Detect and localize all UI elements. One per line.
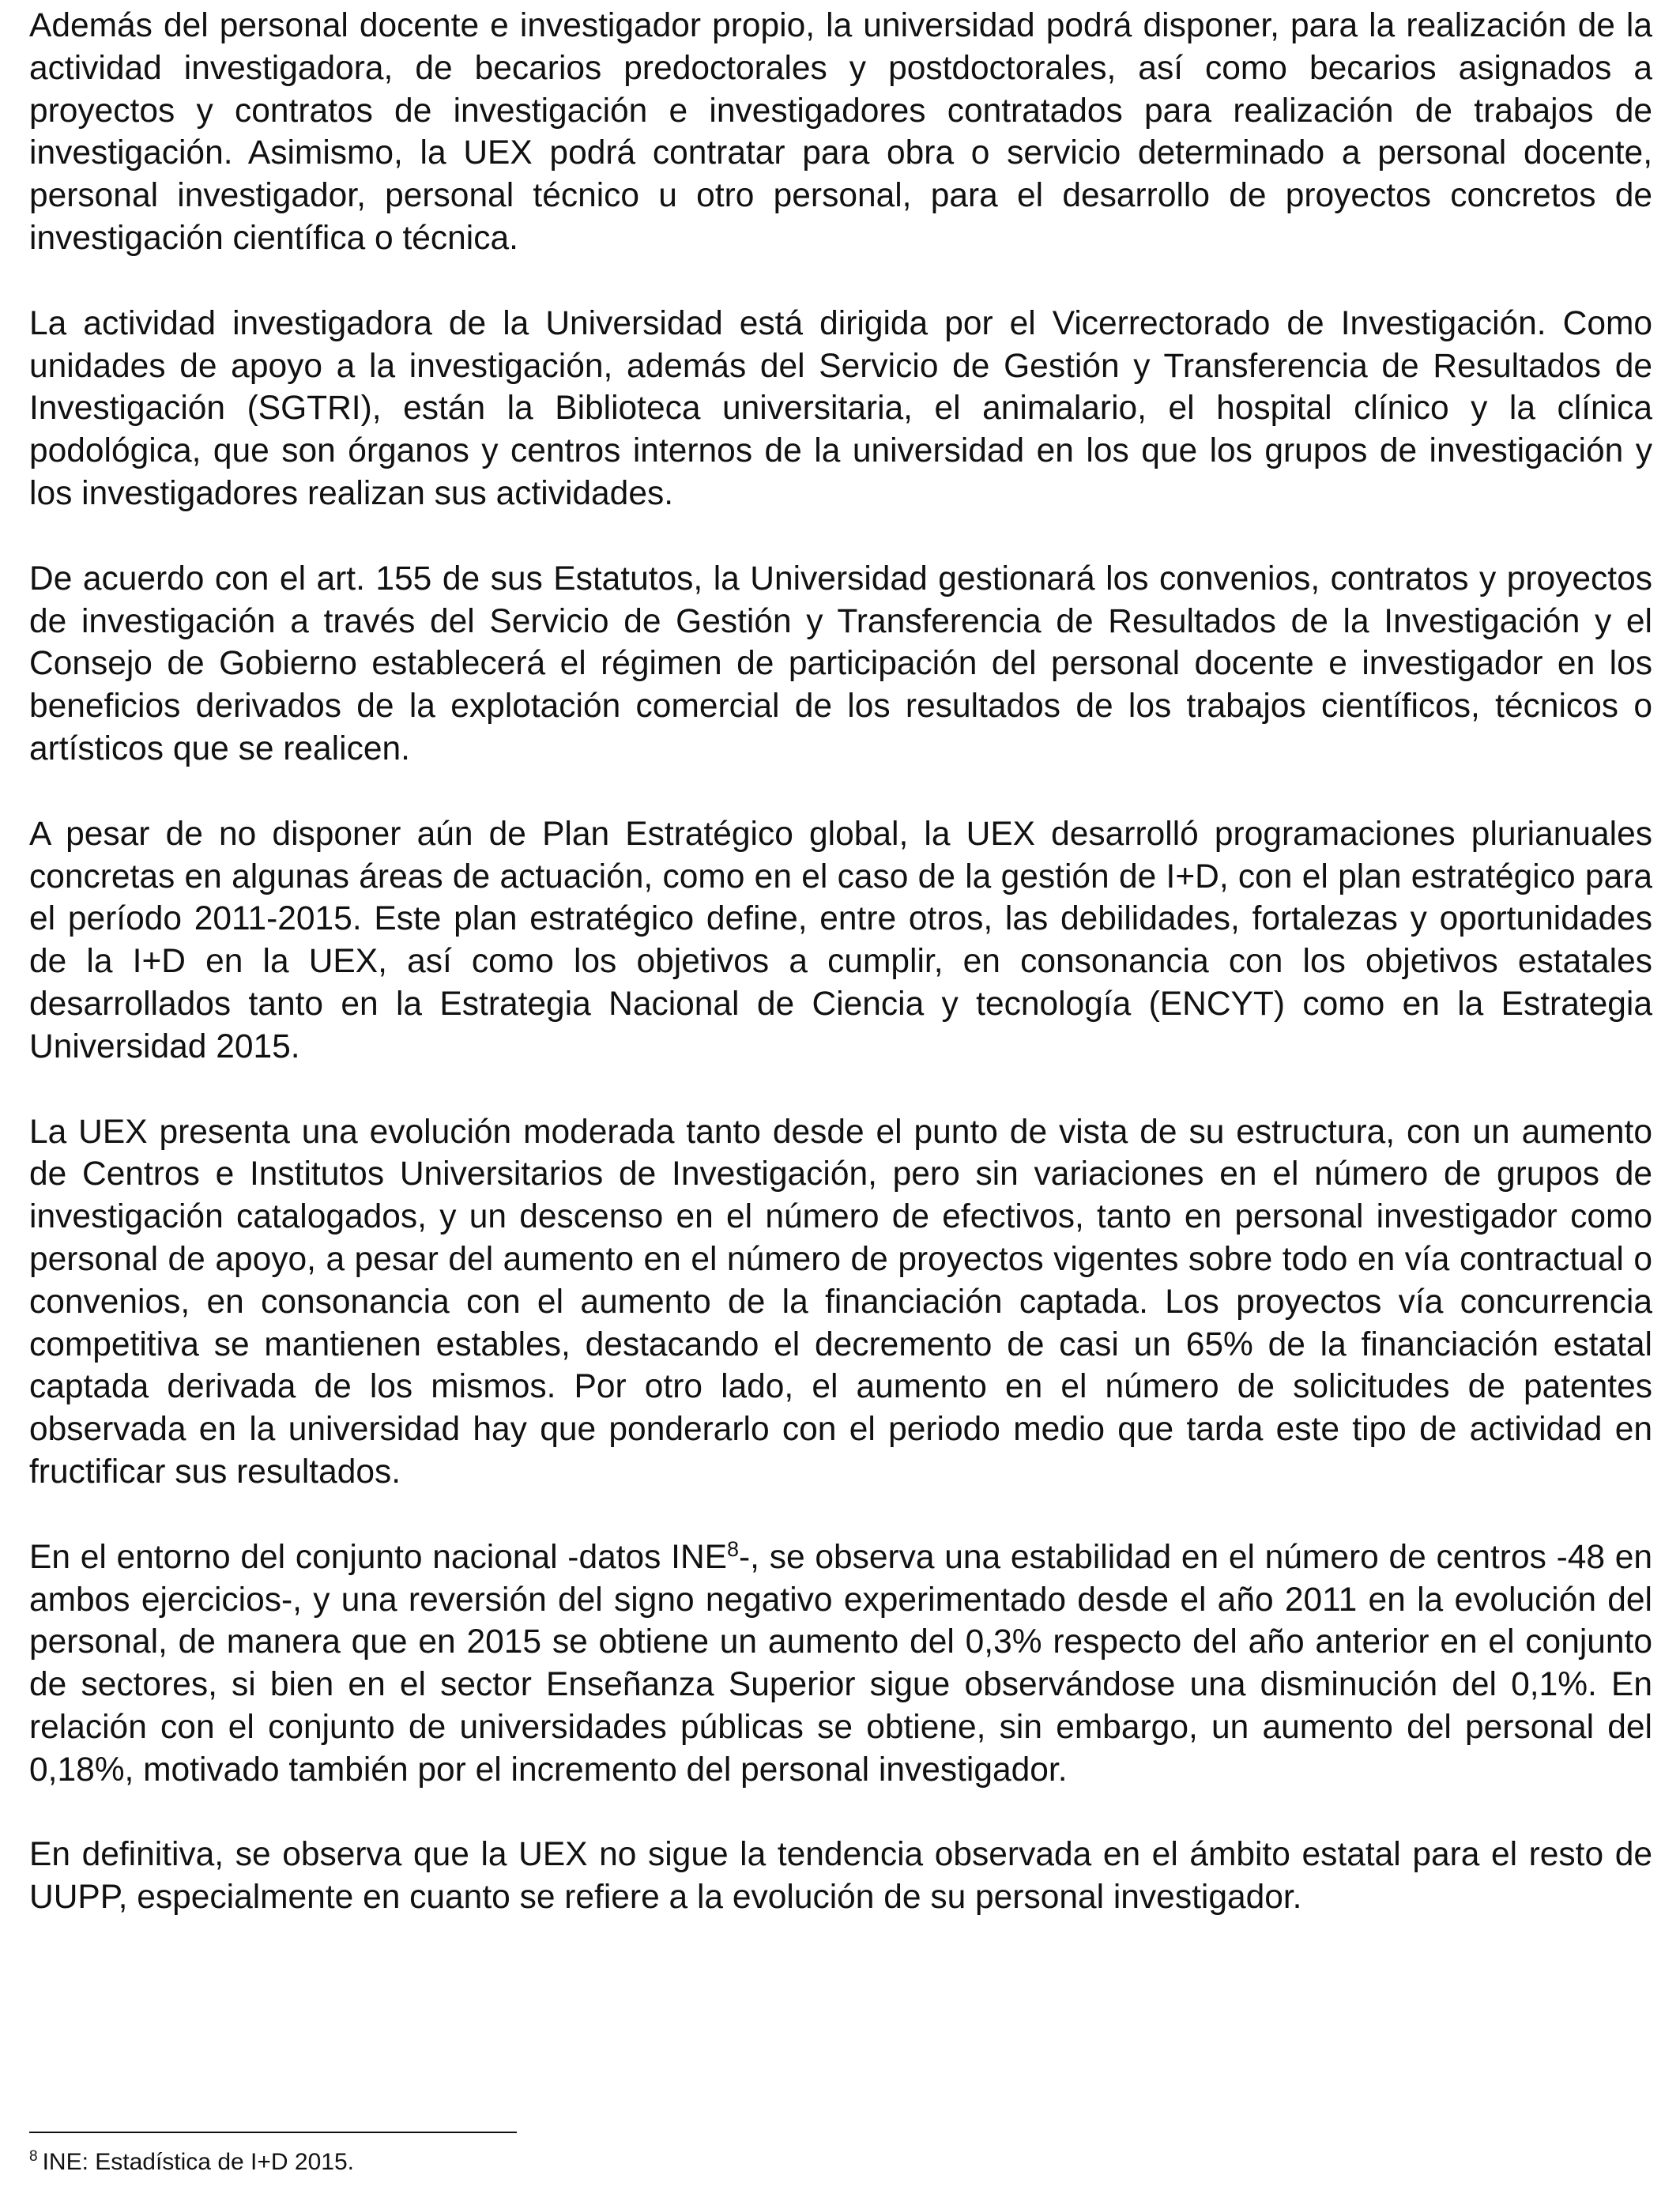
paragraph-research-staff: Además del personal docente e investigador propio, la universidad podrá disponer, para la realización de la actividad investigadora, de becarios predoctorales y postdoctorales, así como becarios asignados a proyectos y contratos de investigación e investigadores contratados para realización de trabajos de investigación. Asimismo, la UEX podrá contratar para obra o servicio determinado a personal docente, personal investigador, personal técnico u otro personal, para el desarrollo de proyectos concretos de investigación científica o técnica.	[29, 7, 1652, 257]
document-body	[29, 5, 1652, 1962]
national-context-text-after: -, se observa una estabilidad en el número de centros -48 en ambos ejercicios-, y una reversión del signo negativo experimentado desde el año 2011 en la evolución del personal, de manera que en 2015 se obtiene un aumento del 0,3% respecto del año anterior en el conjunto de sectores, si bien en el sector Enseñanza Superior sigue observándose una disminución del 0,1%. En relación con el conjunto de universidades públicas se obtiene, sin embargo, un aumento del personal del 0,18%, motivado también por el incremento del personal investigador.	[29, 1538, 1653, 1789]
footnote-separator	[29, 2132, 517, 2133]
footnote	[29, 2148, 354, 2177]
paragraph-research-organization: La actividad investigadora de la Universidad está dirigida por el Vicerrectorado de Investigación. Como unidades de apoyo a la investigación, además del Servicio de Gestión y Transferencia de Resultados de Investigación (SGTRI), están la Biblioteca universitaria, el animalario, el hospital clínico y la clínica podológica, que son órganos y centros internos de la universidad en los que los grupos de investigación y los investigadores realizan sus actividades.	[29, 304, 1652, 512]
footnote-number: 8	[29, 2148, 38, 2165]
paragraph-statutes-article: De acuerdo con el art. 155 de sus Estatutos, la Universidad gestionará los convenios, contratos y proyectos de investigación a través del Servicio de Gestión y Transferencia de Resultados de la Investigación y el Consejo de Gobierno establecerá el régimen de participación del personal docente e investigador en los beneficios derivados de la explotación comercial de los resultados de los trabajos científicos, técnicos o artísticos que se realicen.	[29, 560, 1652, 767]
paragraph-conclusion: En definitiva, se observa que la UEX no sigue la tendencia observada en el ámbito estatal para el resto de UUPP, especialmente en cuanto se refiere a la evolución de su personal investigador.	[29, 1836, 1652, 1917]
paragraph-uex-evolution: La UEX presenta una evolución moderada tanto desde el punto de vista de su estructura, con un aumento de Centros e Institutos Universitarios de Investigación, pero sin variaciones en el número de grupos de investigación catalogados, y un descenso en el número de efectivos, tanto en personal investigador como personal de apoyo, a pesar del aumento en el número de proyectos vigentes sobre todo en vía contractual o convenios, en consonancia con el aumento de la financiación captada. Los proyectos vía concurrencia competitiva se mantienen estables, destacando el decremento de casi un 65% de la financiación estatal captada derivada de los mismos. Por otro lado, el aumento en el número de solicitudes de patentes observada en la universidad hay que ponderarlo con el periodo medio que tarda este tipo de actividad en fructificar sus resultados.	[29, 1113, 1652, 1491]
footnote-text: INE: Estadística de I+D 2015.	[42, 2149, 354, 2175]
paragraph-strategic-plan: A pesar de no disponer aún de Plan Estratégico global, la UEX desarrolló programaciones plurianuales concretas en algunas áreas de actuación, como en el caso de la gestión de I+D, con el plan estratégico para el período 2011-2015. Este plan estratégico define, entre otros, las debilidades, fortalezas y oportunidades de la I+D en la UEX, así como los objetivos a cumplir, en consonancia con los objetivos estatales desarrollados tanto en la Estrategia Nacional de Ciencia y tecnología (ENCYT) como en la Estrategia Universidad 2015.	[29, 815, 1652, 1065]
footnote-reference[interactable]: 8	[727, 1536, 740, 1561]
paragraph-national-context	[29, 1536, 1652, 1792]
national-context-text-before: En el entorno del conjunto nacional -datos INE	[29, 1538, 727, 1576]
